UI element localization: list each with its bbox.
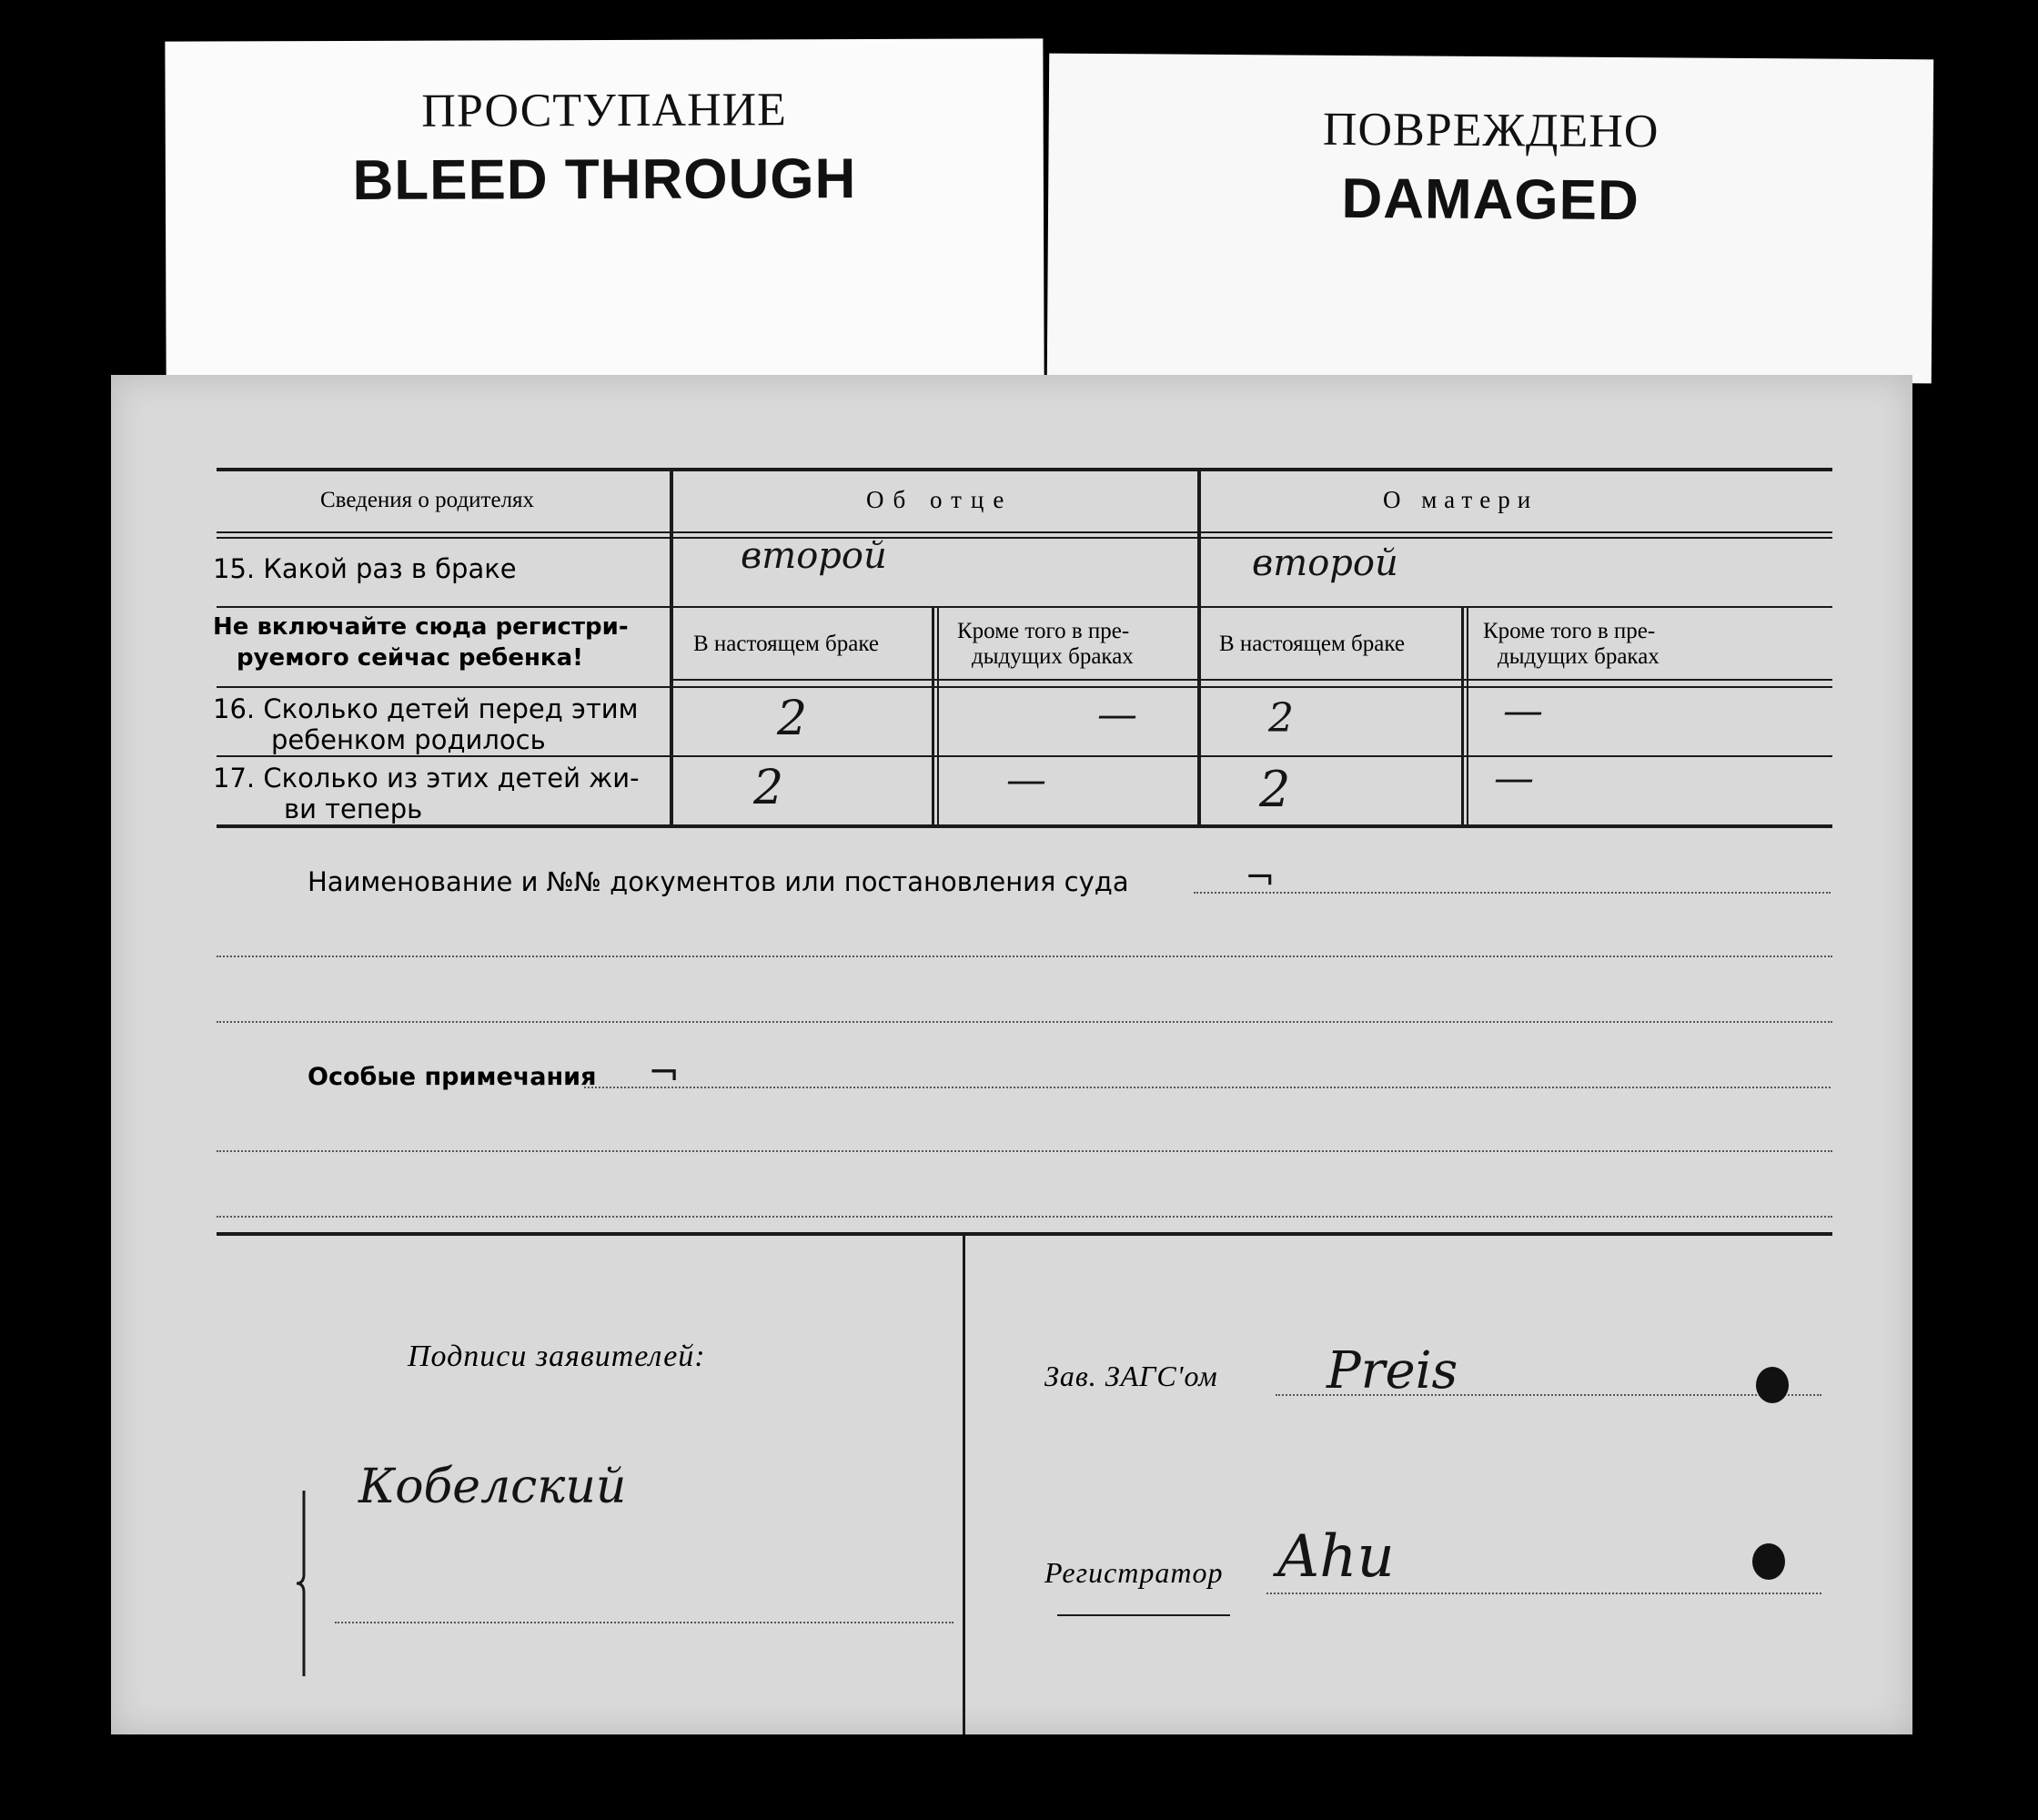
row16-mother-current: 2 bbox=[1268, 695, 1294, 742]
remarks-dotted-line-1 bbox=[584, 1087, 1831, 1088]
signature-area-divider bbox=[963, 1234, 965, 1734]
mother-previous-subheader-line1: Кроме того в пре- bbox=[1483, 619, 1656, 643]
punch-hole-icon bbox=[1752, 1543, 1785, 1580]
registrar-dotted-line bbox=[1266, 1592, 1821, 1594]
punch-hole-icon bbox=[1756, 1367, 1789, 1403]
parents-info-header: Сведения о родителях bbox=[320, 488, 535, 512]
bleed-through-ru-label: ПРОСТУПАНИЕ bbox=[421, 84, 787, 137]
col-divider-mother-sub-2 bbox=[1467, 608, 1468, 826]
documents-label: Наименование и №№ документов или постановления суда bbox=[308, 866, 1129, 897]
subheader-divider bbox=[671, 679, 1832, 681]
applicants-dotted-line bbox=[335, 1622, 953, 1623]
col-divider-father-sub bbox=[932, 608, 934, 826]
col-divider-mother bbox=[1197, 470, 1201, 826]
table-bottom-border bbox=[217, 824, 1832, 828]
bleed-through-en-label: BLEED THROUGH bbox=[352, 147, 857, 212]
registry-head-label: Зав. ЗАГС'ом bbox=[1044, 1360, 1218, 1392]
mother-current-subheader: В настоящем браке bbox=[1219, 632, 1405, 656]
table-top-border bbox=[217, 468, 1832, 471]
row16-top-divider bbox=[217, 686, 1832, 688]
row17-label-line1: 17. Сколько из этих детей жи- bbox=[213, 763, 640, 794]
signature-area-top-border bbox=[217, 1232, 1832, 1236]
row15-father-value: второй bbox=[741, 535, 887, 577]
row16-mother-previous: — bbox=[1503, 688, 1543, 734]
father-current-subheader: В настоящем браке bbox=[693, 632, 879, 656]
applicant-signature: Кобелский bbox=[358, 1460, 627, 1514]
birth-record-form bbox=[111, 375, 1912, 1734]
header-divider bbox=[217, 531, 1832, 533]
remarks-dotted-line-2 bbox=[217, 1150, 1832, 1152]
row15-divider bbox=[217, 606, 1832, 608]
note-line1: Не включайте сюда регистри- bbox=[213, 613, 629, 641]
registrar-underline bbox=[1057, 1614, 1230, 1616]
bleed-through-card bbox=[165, 38, 1044, 378]
damaged-en-label: DAMAGED bbox=[1341, 167, 1640, 233]
father-previous-subheader-line1: Кроме того в пре- bbox=[957, 619, 1130, 643]
row15-label: 15. Какой раз в браке bbox=[213, 553, 517, 584]
row16-father-current: 2 bbox=[777, 692, 808, 746]
header-divider-2 bbox=[217, 537, 1832, 539]
mother-previous-subheader-line2: дыдущих браках bbox=[1498, 644, 1660, 669]
row16-label-line1: 16. Сколько детей перед этим bbox=[213, 693, 639, 724]
row16-father-previous: — bbox=[1097, 692, 1137, 738]
registrar-signature: Ahu bbox=[1277, 1523, 1395, 1591]
father-previous-subheader-line2: дыдущих браках bbox=[972, 644, 1134, 669]
documents-dotted-line-2 bbox=[217, 956, 1832, 957]
col-divider-father-sub-2 bbox=[937, 608, 939, 826]
registrar-label: Регистратор bbox=[1044, 1556, 1224, 1589]
remarks-label: Особые примечания bbox=[308, 1063, 597, 1091]
row16-label-line2: ребенком родилось bbox=[271, 724, 546, 755]
damaged-ru-label: ПОВРЕЖДЕНО bbox=[1322, 103, 1660, 158]
about-mother-header: О матери bbox=[1383, 486, 1539, 513]
remarks-dotted-line-3 bbox=[217, 1216, 1832, 1218]
row15-mother-value: второй bbox=[1252, 542, 1398, 584]
about-father-header: Об отце bbox=[866, 486, 1014, 513]
remarks-value: ¬ bbox=[648, 1050, 681, 1095]
applicants-label: Подписи заявителей: bbox=[408, 1340, 706, 1373]
note-line2: руемого сейчас ребенка! bbox=[237, 644, 583, 672]
col-divider-father bbox=[670, 470, 673, 826]
documents-dotted-line-1 bbox=[1194, 892, 1831, 894]
damaged-card bbox=[1047, 54, 1933, 384]
row17-mother-current: 2 bbox=[1259, 761, 1291, 818]
applicant-bracket-icon bbox=[291, 1487, 318, 1680]
registry-head-dotted-line bbox=[1276, 1394, 1821, 1396]
row17-label-line2: ви теперь bbox=[284, 794, 423, 824]
row17-father-previous: — bbox=[1006, 757, 1046, 804]
row17-father-current: 2 bbox=[753, 761, 784, 815]
documents-dotted-line-3 bbox=[217, 1021, 1832, 1023]
row17-mother-previous: — bbox=[1494, 755, 1534, 802]
col-divider-mother-sub bbox=[1461, 608, 1464, 826]
registry-head-signature: Preis bbox=[1327, 1341, 1458, 1400]
documents-value: ¬ bbox=[1245, 857, 1276, 899]
